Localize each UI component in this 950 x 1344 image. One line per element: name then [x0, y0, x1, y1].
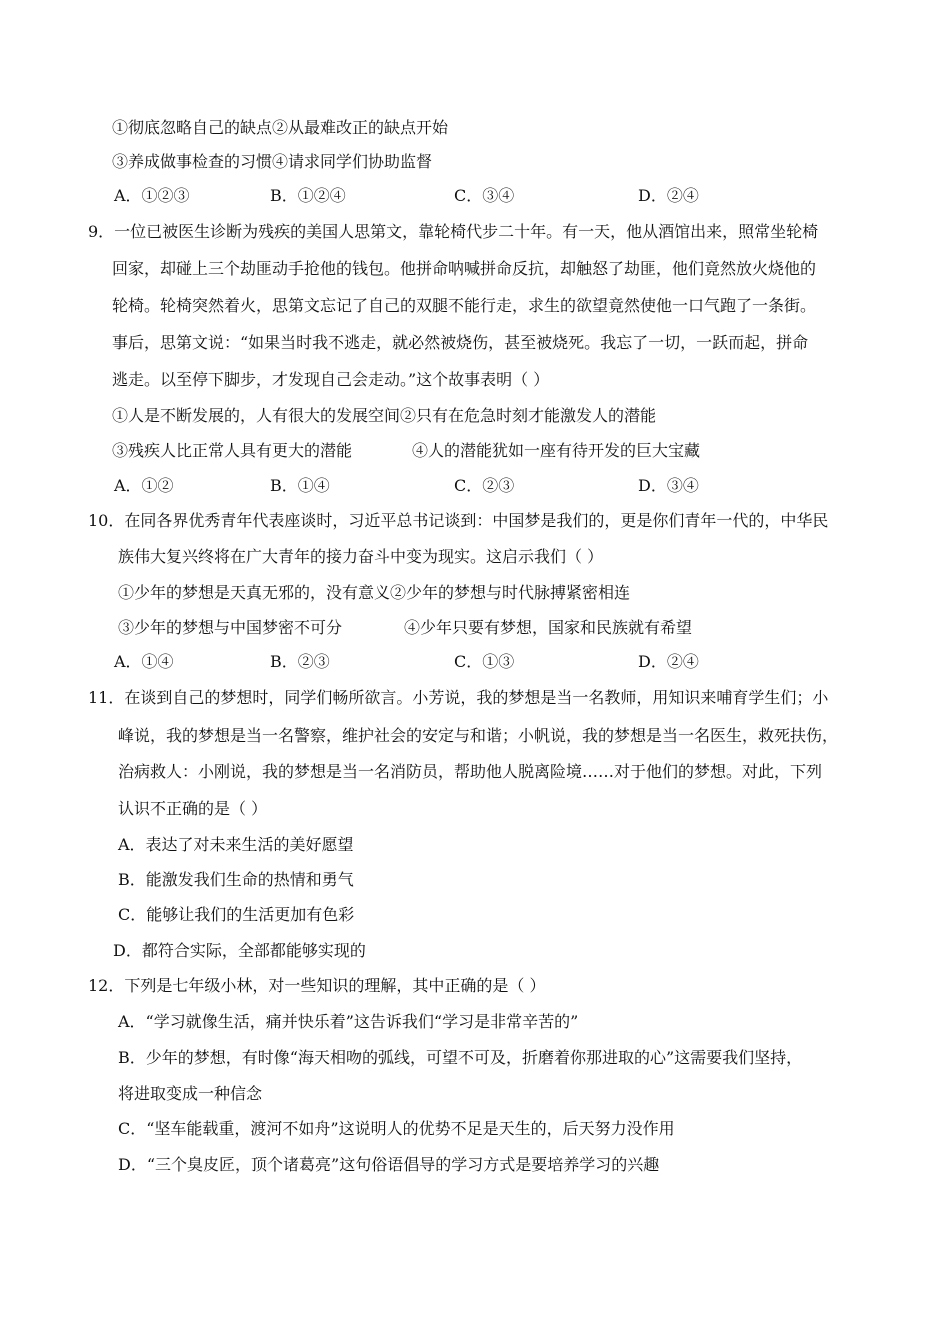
q9-option-a: A．①② — [114, 476, 174, 495]
q11-stem-line-1: 11．在谈到自己的梦想时，同学们畅所欲言。小芳说，我的梦想是当一名教师，用知识来哺育学生们；小 — [88, 688, 829, 707]
q9-stem-line-3: 轮椅。轮椅突然着火，思第文忘记了自己的双腿不能行走，求生的欲望竟然使他一口气跑了一条街。 — [112, 296, 817, 315]
q10-stem-line-1: 10．在同各界优秀青年代表座谈时，习近平总书记谈到：中国梦是我们的，更是你们青年一代的，中华民 — [88, 511, 829, 530]
q12-option-b-line-2: 将进取变成一种信念 — [118, 1084, 263, 1103]
q10-option-a: A．①④ — [114, 652, 174, 671]
q9-stem-line-1: 9．一位已被医生诊断为残疾的美国人思第文，靠轮椅代步二十年。有一天，他从酒馆出来，照常坐轮椅 — [88, 222, 819, 241]
q8-statement-2: ③养成做事检查的习惯④请求同学们协助监督 — [112, 152, 433, 171]
q9-statement-3: ③残疾人比正常人具有更大的潜能 — [112, 441, 353, 460]
q11-option-d: D．都符合实际，全部都能够实现的 — [113, 941, 366, 960]
q12-option-d: D．“三个臭皮匠，顶个诸葛亮”这句俗语倡导的学习方式是要培养学习的兴趣 — [118, 1155, 660, 1174]
q9-stem-line-4: 事后，思第文说：“如果当时我不逃走，就必然被烧伤，甚至被烧死。我忘了一切，一跃而起，拼命 — [112, 333, 809, 352]
q9-option-b: B．①④ — [270, 476, 330, 495]
q10-statement-1: ①少年的梦想是天真无邪的，没有意义②少年的梦想与时代脉搏紧密相连 — [118, 583, 631, 602]
q10-option-d: D．②④ — [638, 652, 699, 671]
q10-statement-4: ④少年只要有梦想，国家和民族就有希望 — [404, 618, 693, 637]
q12-option-b-line-1: B．少年的梦想，有时像“海天相吻的弧线，可望不可及，折磨着你那进取的心”这需要我们坚持， — [118, 1048, 803, 1067]
q10-statement-3: ③少年的梦想与中国梦密不可分 — [118, 618, 343, 637]
q8-option-c: C．③④ — [454, 186, 515, 205]
q9-statement-1: ①人是不断发展的，人有很大的发展空间②只有在危急时刻才能激发人的潜能 — [112, 406, 657, 425]
q9-option-d: D．③④ — [638, 476, 699, 495]
q11-option-a: A．表达了对未来生活的美好愿望 — [118, 835, 354, 854]
q10-option-b: B．②③ — [270, 652, 330, 671]
q11-stem-line-3: 治病救人：小刚说，我的梦想是当一名消防员，帮助他人脱离险境……对于他们的梦想。对此，下列 — [118, 762, 823, 781]
q8-option-d: D．②④ — [638, 186, 699, 205]
q8-statement-1: ①彻底忽略自己的缺点②从最难改正的缺点开始 — [112, 118, 449, 137]
q8-option-b: B．①②④ — [270, 186, 346, 205]
q10-stem-line-2: 族伟大复兴终将在广大青年的接力奋斗中变为现实。这启示我们（ ） — [118, 547, 604, 566]
q9-stem-line-5: 逃走。以至停下脚步，才发现自己会走动。”这个故事表明（ ） — [112, 370, 550, 389]
q12-option-a: A．“学习就像生活，痛并快乐着”这告诉我们“学习是非常辛苦的” — [118, 1012, 579, 1031]
q9-option-c: C．②③ — [454, 476, 515, 495]
q9-statement-4: ④人的潜能犹如一座有待开发的巨大宝藏 — [412, 441, 701, 460]
q10-option-c: C．①③ — [454, 652, 515, 671]
q11-option-c: C．能够让我们的生活更加有色彩 — [118, 905, 355, 924]
q9-stem-line-2: 回家，却碰上三个劫匪动手抢他的钱包。他拼命呐喊拼命反抗，却触怒了劫匪，他们竟然放火烧他的 — [112, 259, 817, 278]
q11-stem-line-4: 认识不正确的是（ ） — [118, 799, 268, 818]
q12-option-c: C．“坚车能载重，渡河不如舟”这说明人的优势不足是天生的，后天努力没作用 — [118, 1119, 675, 1138]
q12-stem: 12．下列是七年级小林，对一些知识的理解，其中正确的是（ ） — [88, 976, 546, 995]
q11-stem-line-2: 峰说，我的梦想是当一名警察，维护社会的安定与和谐；小帆说，我的梦想是当一名医生，救死扶伤， — [118, 726, 839, 745]
q8-option-a: A．①②③ — [114, 186, 190, 205]
q11-option-b: B．能激发我们生命的热情和勇气 — [118, 870, 354, 889]
